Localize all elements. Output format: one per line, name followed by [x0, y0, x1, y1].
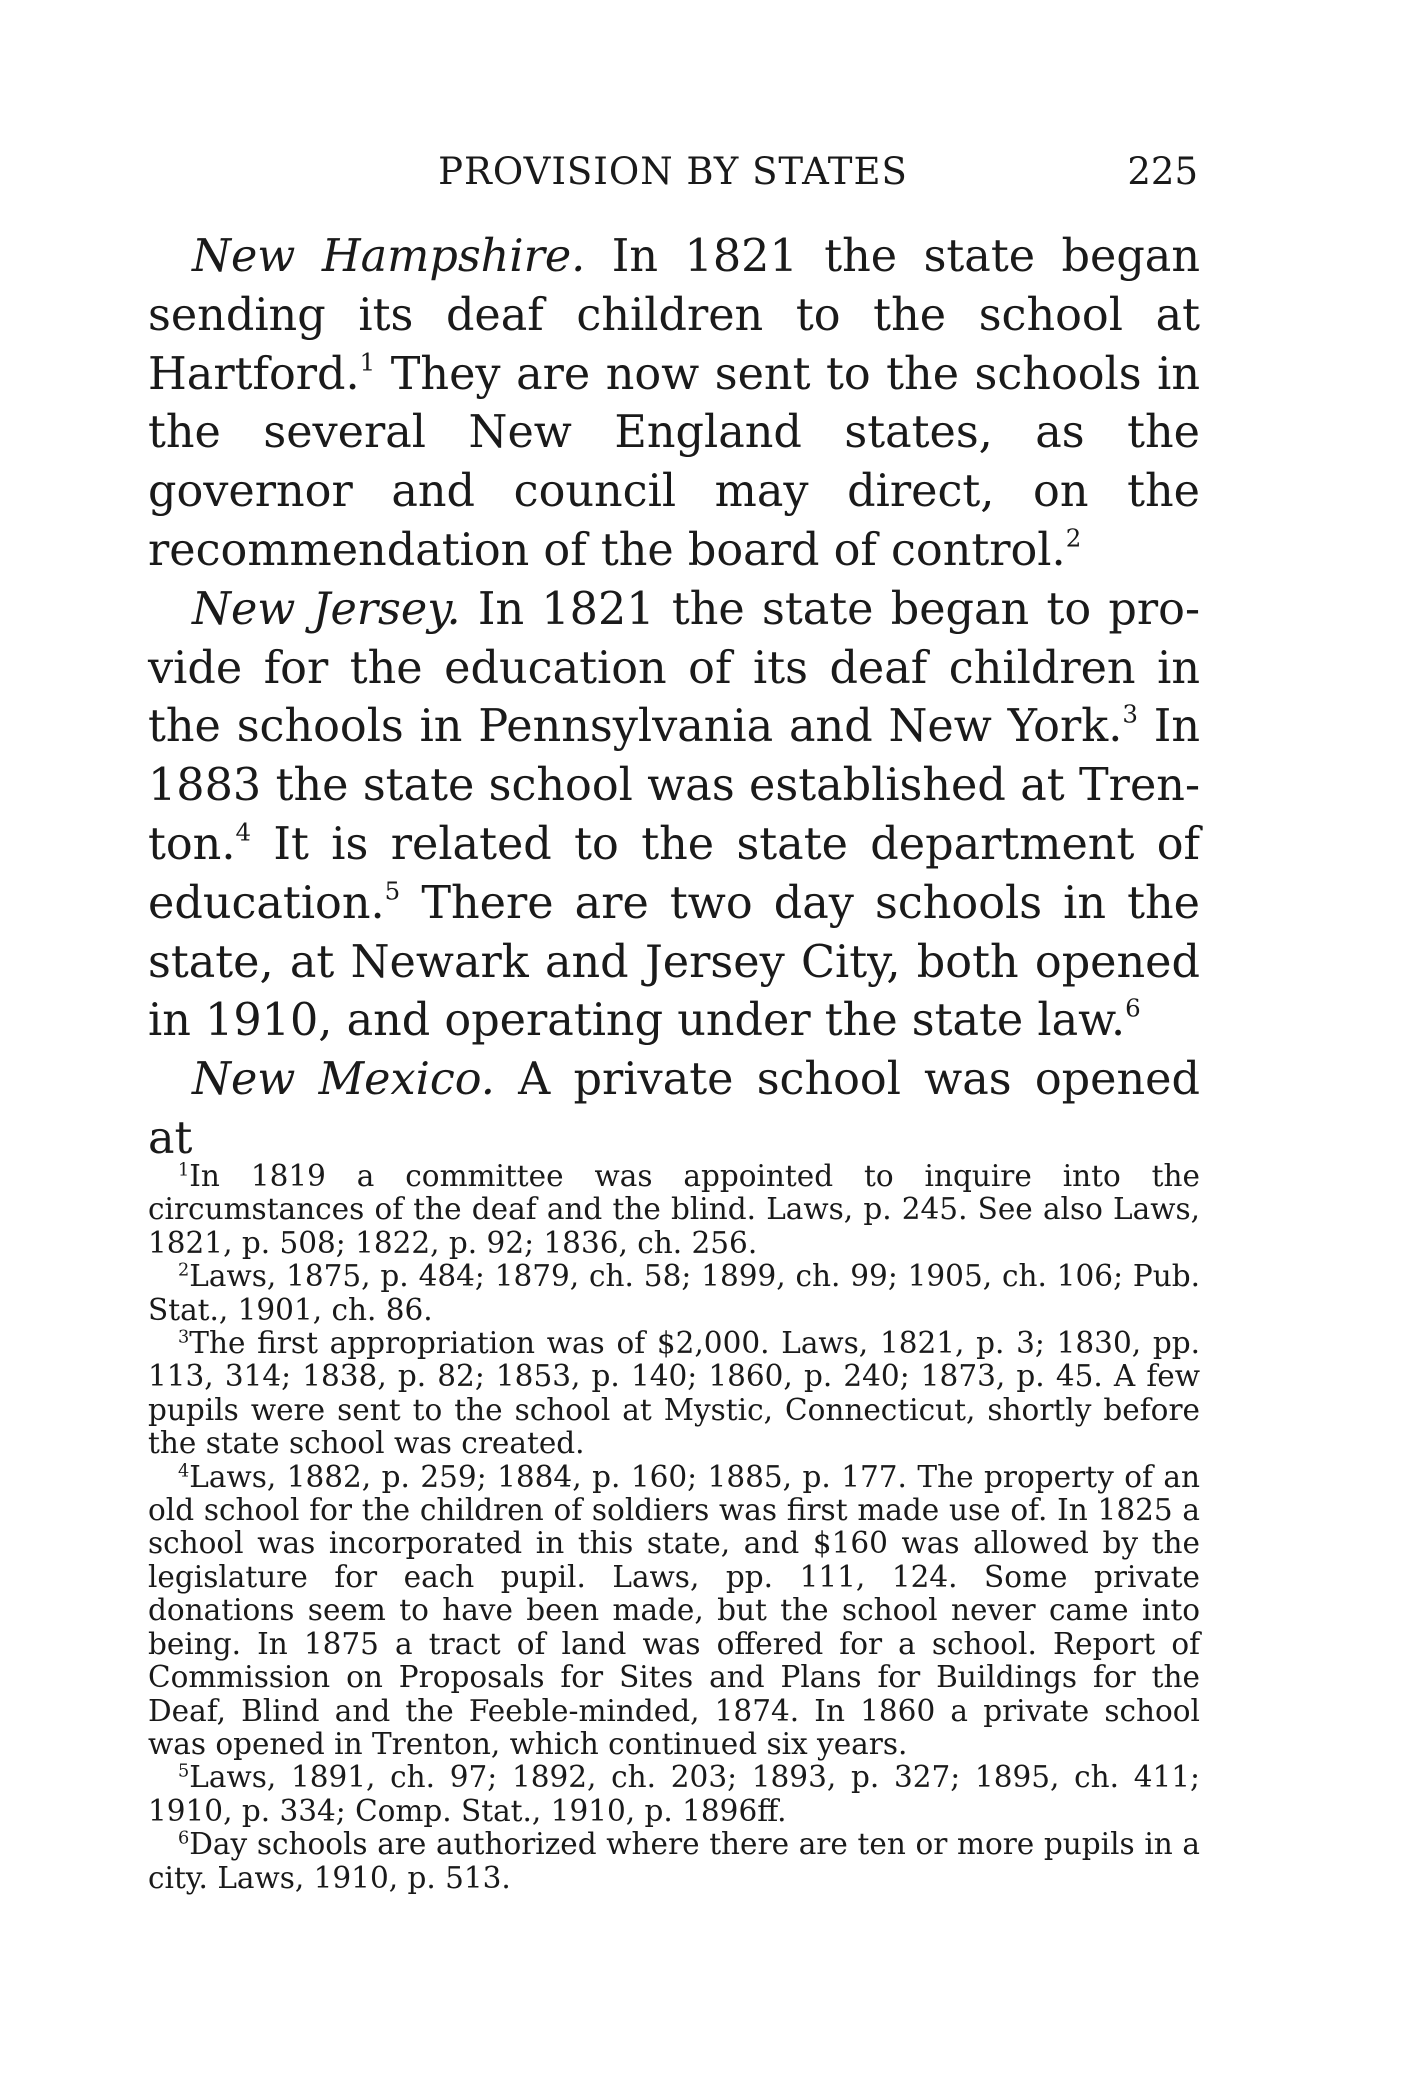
section-heading-new-hampshire: New Hampshire.: [192, 231, 586, 282]
footnote-text: Laws, 1882, p. 259; 1884, p. 160; 1885, p. 177. The property of an old school for the children of soldiers was first made use of. In 1825 a school was incorporated in this state, and $160 was allowed by the legislature for each pupil. Laws, pp. 111, 124. Some private donations seem to have been made, but the school never came into being. In 1875 a tract of land was offered for a school. Report of Commission on Proposals for Sites and Plans for Buildings for the Deaf, Blind and the Feeble-minded, 1874. In 1860 a private school was opened in Trenton, which continued six years.: [148, 1459, 1200, 1761]
paragraph-new-jersey: [148, 581, 1200, 1051]
footnote-reference: 6: [1125, 994, 1141, 1024]
footnote-number: 2: [178, 1260, 190, 1281]
footnote-reference: 5: [384, 876, 401, 906]
footnote-5: [148, 1761, 1200, 1828]
footnote-number: 3: [178, 1327, 190, 1348]
footnote-1: [148, 1160, 1200, 1260]
footnote-text: Laws, 1875, p. 484; 1879, ch. 58; 1899, ch. 99; 1905, ch. 106; Pub. Stat., 1901, ch. 86.: [148, 1259, 1200, 1327]
page-header: [148, 150, 1198, 210]
paragraph-text: A private school was opened at: [148, 1054, 1200, 1164]
footnote-2: [148, 1260, 1200, 1327]
footnote-text: In 1819 a committee was appointed to inquire into the circumstances of the deaf and the blind. Laws, p. 245. See also Laws, 1821, p. 508; 1822, p. 92; 1836, ch. 256.: [148, 1159, 1200, 1260]
section-heading-new-jersey: New Jersey.: [192, 583, 461, 635]
footnote-reference: 1: [359, 347, 376, 377]
footnote-number: 1: [178, 1160, 190, 1181]
paragraph-text: In 1883 the state school was established at Trenton.: [148, 701, 1200, 870]
footnote-number: 6: [178, 1828, 190, 1849]
footnotes: [148, 1160, 1200, 1895]
paragraph-text: There are two day schools in the state, at Newark and Jersey City, both opened in 1910, and operating under the state law.: [148, 877, 1200, 1047]
footnote-6: [148, 1828, 1200, 1895]
paragraph-new-hampshire: [148, 228, 1200, 581]
paragraph-text: It is related to the state department of education.: [148, 818, 1200, 929]
footnote-text: Laws, 1891, ch. 97; 1892, ch. 203; 1893, p. 327; 1895, ch. 411; 1910, p. 334; Comp. Stat., 1910, p. 1896ff.: [148, 1760, 1200, 1828]
running-head: PROVISION BY STATES: [438, 150, 908, 193]
footnote-reference: 3: [1122, 700, 1138, 730]
paragraph-text: In 1821 the state began to provide for the education of its deaf children in the schools in Pennsylvania and New York.: [148, 583, 1200, 753]
paragraph-text: They are now sent to the schools in the several New England states, as the governor and council may direct, on the recommendation of the board of control.: [148, 348, 1200, 576]
footnote-text: Day schools are authorized where there are ten or more pupils in a city. Laws, 1910, p. 513.: [148, 1827, 1200, 1895]
footnote-reference: 4: [235, 817, 252, 847]
footnote-text: The first appropriation was of $2,000. Laws, 1821, p. 3; 1830, pp. 113, 314; 1838, p. 82; 1853, p. 140; 1860, p. 240; 1873, p. 45. A few pupils were sent to the school at Mystic, Connecticut, shortly before the state school was created.: [148, 1326, 1200, 1461]
footnote-4: [148, 1461, 1200, 1762]
paragraph-new-mexico: [148, 1051, 1200, 1169]
footnote-number: 5: [178, 1761, 190, 1782]
footnote-3: [148, 1327, 1200, 1461]
body-text: [148, 228, 1200, 1169]
section-heading-new-mexico: New Mexico.: [192, 1054, 495, 1106]
page-number: 225: [1127, 150, 1198, 193]
footnote-number: 4: [178, 1461, 190, 1482]
footnote-reference: 2: [1065, 523, 1082, 553]
paragraph-text: In 1821 the state began sending its deaf children to the school at Hartford.: [148, 231, 1201, 400]
